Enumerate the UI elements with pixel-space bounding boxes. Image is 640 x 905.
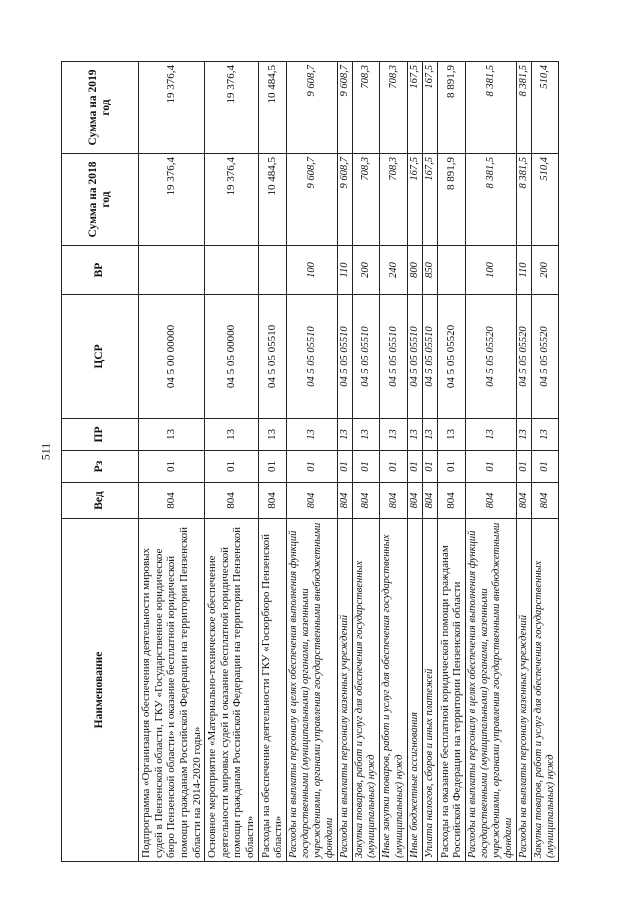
- cell-csr: 04 5 05 05510: [407, 295, 422, 419]
- cell-pr: 13: [466, 419, 517, 451]
- table-row: [517, 62, 532, 862]
- cell-sum-2019: 167,5: [407, 62, 422, 154]
- cell-pr: 13: [139, 419, 205, 451]
- cell-sum-2018: 19 376,4: [205, 154, 259, 246]
- cell-csr: 04 5 05 00000: [205, 295, 259, 419]
- budget-table-area: [61, 62, 568, 862]
- cell-sum-2018: 8 381,5: [466, 154, 517, 246]
- cell-csr: 04 5 05 05520: [466, 295, 517, 419]
- header-rz: Рз: [62, 451, 139, 483]
- table-row: [437, 62, 465, 862]
- cell-csr: 04 5 05 05510: [287, 295, 338, 419]
- cell-sum-2019: 8 381,5: [466, 62, 517, 154]
- table-row: [258, 62, 286, 862]
- cell-ved: 804: [139, 483, 205, 519]
- cell-sum-2018: 708,3: [353, 154, 380, 246]
- cell-sum-2018: 8 891,9: [437, 154, 465, 246]
- cell-name: Подпрограмма «Организация обеспечения деятельности мировых судей в Пензенской области, ГКУ «Государственное юридическое бюро Пензенской области» и оказание бесплатной юридической помощи гражданам Российской Федерации на территории Пензенской области на 2014-2020 годы»: [139, 519, 205, 862]
- cell-name: Расходы на оказание бесплатной юридической помощи гражданам Российской Федерации на территории Пензенской области: [437, 519, 465, 862]
- cell-ved: 804: [517, 483, 532, 519]
- cell-csr: 04 5 05 05510: [258, 295, 286, 419]
- header-ved: Вед: [62, 483, 139, 519]
- cell-name: Расходы на выплаты персоналу в целях обеспечения выполнения функций государственными (муниципальными) органами, казенными учреждениями, органами управления государственными внебюджетными фондами: [287, 519, 338, 862]
- cell-name: Закупка товаров, работ и услуг для обеспечения государственных (муниципальных) нужд: [353, 519, 380, 862]
- cell-vr: [258, 246, 286, 295]
- cell-sum-2018: 708,3: [380, 154, 407, 246]
- cell-ved: 804: [466, 483, 517, 519]
- cell-sum-2018: 9 608,7: [287, 154, 338, 246]
- cell-sum-2019: 9 608,7: [287, 62, 338, 154]
- cell-rz: 01: [422, 451, 437, 483]
- cell-sum-2019: 19 376,4: [139, 62, 205, 154]
- cell-name: Иные бюджетные ассигнования: [407, 519, 422, 862]
- cell-csr: 04 5 05 05510: [353, 295, 380, 419]
- cell-ved: 804: [437, 483, 465, 519]
- cell-pr: 13: [517, 419, 532, 451]
- cell-sum-2019: 167,5: [422, 62, 437, 154]
- cell-pr: 13: [338, 419, 353, 451]
- cell-rz: 01: [139, 451, 205, 483]
- table-row: [380, 62, 407, 862]
- cell-sum-2019: 708,3: [380, 62, 407, 154]
- cell-name: Иные закупки товаров, работ и услуг для обеспечения государственных (муниципальных) нужд: [380, 519, 407, 862]
- table-row: [532, 62, 559, 862]
- page-number: [36, 434, 56, 468]
- header-vr: ВР: [62, 246, 139, 295]
- cell-sum-2018: 167,5: [407, 154, 422, 246]
- cell-vr: 850: [422, 246, 437, 295]
- cell-sum-2018: 167,5: [422, 154, 437, 246]
- cell-vr: 110: [517, 246, 532, 295]
- header-pr: ПР: [62, 419, 139, 451]
- cell-sum-2018: 510,4: [532, 154, 559, 246]
- cell-ved: 804: [338, 483, 353, 519]
- cell-ved: 804: [407, 483, 422, 519]
- table-header-row: [62, 62, 139, 862]
- cell-vr: 100: [287, 246, 338, 295]
- cell-csr: 04 5 05 05510: [338, 295, 353, 419]
- cell-name: Уплата налогов, сборов и иных платежей: [422, 519, 437, 862]
- table-row: [422, 62, 437, 862]
- cell-name: Расходы на обеспечение деятельности ГКУ «Госюрбюро Пензенской области»: [258, 519, 286, 862]
- cell-csr: 04 5 05 05520: [532, 295, 559, 419]
- cell-sum-2019: 9 608,7: [338, 62, 353, 154]
- cell-rz: 01: [205, 451, 259, 483]
- cell-rz: 01: [287, 451, 338, 483]
- cell-vr: 800: [407, 246, 422, 295]
- cell-pr: 13: [407, 419, 422, 451]
- cell-name: Расходы на выплаты персоналу в целях обеспечения выполнения функций государственными (муниципальными) органами, казенными учреждениями, органами управления государственными внебюджетными фондами: [466, 519, 517, 862]
- cell-sum-2019: 8 381,5: [517, 62, 532, 154]
- cell-csr: 04 5 05 05520: [437, 295, 465, 419]
- table-row: [205, 62, 259, 862]
- cell-csr: 04 5 05 05510: [380, 295, 407, 419]
- cell-vr: 240: [380, 246, 407, 295]
- cell-name: Расходы на выплаты персоналу казенных учреждений: [517, 519, 532, 862]
- table-row: [353, 62, 380, 862]
- cell-csr: 04 5 00 00000: [139, 295, 205, 419]
- cell-pr: 13: [380, 419, 407, 451]
- cell-pr: 13: [437, 419, 465, 451]
- cell-ved: 804: [205, 483, 259, 519]
- page-number-text: 511: [38, 442, 53, 460]
- cell-sum-2019: 708,3: [353, 62, 380, 154]
- cell-rz: 01: [437, 451, 465, 483]
- cell-vr: 110: [338, 246, 353, 295]
- table-row: [338, 62, 353, 862]
- cell-vr: 100: [466, 246, 517, 295]
- header-csr: ЦСР: [62, 295, 139, 419]
- cell-sum-2018: 8 381,5: [517, 154, 532, 246]
- cell-csr: 04 5 05 05510: [422, 295, 437, 419]
- cell-pr: 13: [258, 419, 286, 451]
- budget-table: [61, 61, 559, 862]
- table-body: [139, 62, 559, 862]
- cell-pr: 13: [422, 419, 437, 451]
- cell-ved: 804: [258, 483, 286, 519]
- table-row: [139, 62, 205, 862]
- cell-sum-2019: 510,4: [532, 62, 559, 154]
- cell-pr: 13: [287, 419, 338, 451]
- cell-pr: 13: [205, 419, 259, 451]
- cell-rz: 01: [532, 451, 559, 483]
- cell-rz: 01: [338, 451, 353, 483]
- cell-rz: 01: [380, 451, 407, 483]
- cell-name: Основное мероприятие «Материально-техническое обеспечение деятельности мировых судей и оказание бесплатной юридической помощи гражданам Российской Федерации на территории Пензенской области»: [205, 519, 259, 862]
- cell-vr: [139, 246, 205, 295]
- cell-vr: [205, 246, 259, 295]
- cell-ved: 804: [532, 483, 559, 519]
- cell-ved: 804: [380, 483, 407, 519]
- header-sum-2018: Сумма на 2018 год: [62, 154, 139, 246]
- table-row: [466, 62, 517, 862]
- cell-ved: 804: [422, 483, 437, 519]
- cell-sum-2019: 8 891,9: [437, 62, 465, 154]
- cell-sum-2019: 19 376,4: [205, 62, 259, 154]
- cell-pr: 13: [353, 419, 380, 451]
- cell-rz: 01: [353, 451, 380, 483]
- table-row: [287, 62, 338, 862]
- cell-csr: 04 5 05 05520: [517, 295, 532, 419]
- cell-sum-2018: 19 376,4: [139, 154, 205, 246]
- cell-name: Закупка товаров, работ и услуг для обеспечения государственных (муниципальных) нужд: [532, 519, 559, 862]
- cell-sum-2019: 10 484,5: [258, 62, 286, 154]
- cell-sum-2018: 9 608,7: [338, 154, 353, 246]
- cell-vr: 200: [353, 246, 380, 295]
- cell-vr: [437, 246, 465, 295]
- header-name: Наименование: [62, 519, 139, 862]
- cell-sum-2018: 10 484,5: [258, 154, 286, 246]
- header-sum-2019: Сумма на 2019 год: [62, 62, 139, 154]
- table-row: [407, 62, 422, 862]
- cell-pr: 13: [532, 419, 559, 451]
- cell-vr: 200: [532, 246, 559, 295]
- cell-name: Расходы на выплаты персоналу казенных учреждений: [338, 519, 353, 862]
- cell-ved: 804: [287, 483, 338, 519]
- cell-rz: 01: [466, 451, 517, 483]
- cell-ved: 804: [353, 483, 380, 519]
- cell-rz: 01: [258, 451, 286, 483]
- cell-rz: 01: [517, 451, 532, 483]
- cell-rz: 01: [407, 451, 422, 483]
